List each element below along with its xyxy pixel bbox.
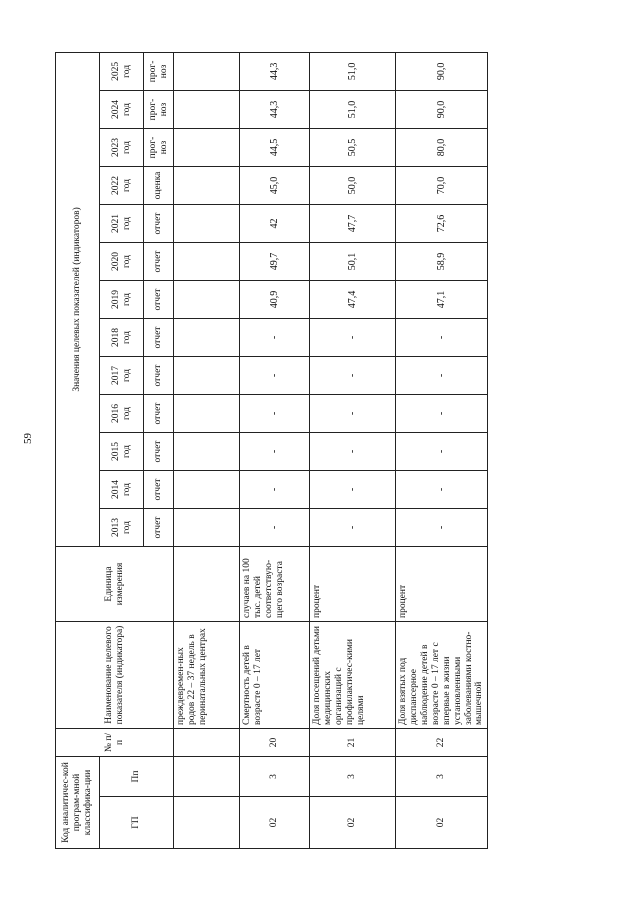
cell-value: [174, 91, 240, 129]
cell-value: 42: [240, 205, 310, 243]
cell-value: 49,7: [240, 243, 310, 281]
header-num: № п/п: [56, 729, 174, 757]
cell-value: -: [240, 509, 310, 547]
table-row: [174, 52, 240, 848]
cell-value: -: [396, 433, 488, 471]
cell-value: 72,6: [396, 205, 488, 243]
header-unit: Единица измерения: [56, 547, 174, 622]
cell-value: [174, 357, 240, 395]
cell-value: 47,4: [310, 281, 396, 319]
cell-gp: 02: [310, 797, 396, 849]
cell-value: 50,1: [310, 243, 396, 281]
header-type: отчет: [144, 205, 174, 243]
table-row: [396, 52, 488, 848]
header-year: 2025 год: [100, 52, 144, 90]
cell-value: -: [240, 471, 310, 509]
cell-value: [174, 205, 240, 243]
header-year: 2017 год: [100, 357, 144, 395]
cell-value: [174, 433, 240, 471]
cell-value: 90,0: [396, 91, 488, 129]
cell-value: 44,3: [240, 52, 310, 90]
cell-value: -: [310, 471, 396, 509]
cell-value: 51,0: [310, 52, 396, 90]
cell-num: 20: [240, 729, 310, 757]
header-year: 2022 год: [100, 167, 144, 205]
cell-num: 21: [310, 729, 396, 757]
cell-value: -: [310, 433, 396, 471]
header-type: прог-ноз: [144, 52, 174, 90]
header-type: отчет: [144, 319, 174, 357]
header-pp: Пп: [100, 757, 174, 797]
cell-gp: [174, 797, 240, 849]
header-type: прог-ноз: [144, 91, 174, 129]
cell-gp: 02: [396, 797, 488, 849]
cell-unit: процент: [396, 547, 488, 622]
cell-value: 47,1: [396, 281, 488, 319]
cell-value: -: [396, 319, 488, 357]
header-year: 2023 год: [100, 129, 144, 167]
table-row: [310, 52, 396, 848]
cell-pp: 3: [240, 757, 310, 797]
cell-value: 47,7: [310, 205, 396, 243]
header-type: прог-ноз: [144, 129, 174, 167]
header-type: отчет: [144, 281, 174, 319]
cell-pp: [174, 757, 240, 797]
cell-value: 45,0: [240, 167, 310, 205]
indicator-table-rotated: [55, 54, 485, 849]
cell-value: -: [240, 357, 310, 395]
cell-unit: процент: [310, 547, 396, 622]
header-year: 2013 год: [100, 509, 144, 547]
cell-value: 51,0: [310, 91, 396, 129]
cell-value: [174, 471, 240, 509]
cell-name: преждевремен-ных родов 22 – 37 недель в перинатальных центрах: [174, 622, 240, 729]
cell-value: 80,0: [396, 129, 488, 167]
header-type: оценка: [144, 167, 174, 205]
cell-value: [174, 319, 240, 357]
cell-value: -: [310, 395, 396, 433]
cell-unit: [174, 547, 240, 622]
cell-value: -: [240, 395, 310, 433]
indicator-table: [55, 52, 488, 849]
cell-value: [174, 509, 240, 547]
cell-value: -: [396, 395, 488, 433]
cell-value: 70,0: [396, 167, 488, 205]
cell-value: -: [396, 357, 488, 395]
cell-value: -: [396, 471, 488, 509]
page-number: 59: [22, 433, 34, 444]
header-year: 2019 год: [100, 281, 144, 319]
cell-value: 44,3: [240, 91, 310, 129]
cell-value: -: [310, 319, 396, 357]
cell-value: [174, 243, 240, 281]
cell-value: [174, 129, 240, 167]
cell-value: [174, 52, 240, 90]
header-type: отчет: [144, 471, 174, 509]
cell-name: Смертность детей в возрасте 0 – 17 лет: [240, 622, 310, 729]
cell-value: [174, 167, 240, 205]
header-gp: ГП: [100, 797, 174, 849]
header-name: Наименование целевого показателя (индикатора): [56, 622, 174, 729]
header-type: отчет: [144, 433, 174, 471]
cell-value: -: [396, 509, 488, 547]
cell-value: 90,0: [396, 52, 488, 90]
header-code-group: Код аналитичес-кой програм-мной классифика-ции: [56, 757, 100, 849]
cell-pp: 3: [310, 757, 396, 797]
cell-value: -: [310, 509, 396, 547]
header-year: 2018 год: [100, 319, 144, 357]
cell-name: Доля взятых под диспансерное наблюдение детей в возрасте 0 – 17 лет с впервые в жизни установленными заболеваниями костно-мышечной: [396, 622, 488, 729]
cell-value: [174, 395, 240, 433]
cell-num: 22: [396, 729, 488, 757]
cell-num: [174, 729, 240, 757]
cell-gp: 02: [240, 797, 310, 849]
header-year: 2021 год: [100, 205, 144, 243]
cell-value: -: [310, 357, 396, 395]
cell-value: 50,5: [310, 129, 396, 167]
header-values-group: Значения целевых показателей (индикаторов): [56, 52, 100, 546]
cell-value: 58,9: [396, 243, 488, 281]
cell-unit: случаев на 100 тыс. детей соответствую-щего возраста: [240, 547, 310, 622]
cell-pp: 3: [396, 757, 488, 797]
cell-value: 40,9: [240, 281, 310, 319]
header-year: 2015 год: [100, 433, 144, 471]
cell-value: -: [240, 319, 310, 357]
header-year: 2020 год: [100, 243, 144, 281]
cell-value: -: [240, 433, 310, 471]
cell-value: [174, 281, 240, 319]
header-year: 2024 год: [100, 91, 144, 129]
cell-name: Доля посещений детьми медицинских организаций с профилактичес-кими целями: [310, 622, 396, 729]
header-year: 2016 год: [100, 395, 144, 433]
table-row: [240, 52, 310, 848]
cell-value: 50,0: [310, 167, 396, 205]
header-type: отчет: [144, 357, 174, 395]
cell-value: 44,5: [240, 129, 310, 167]
header-type: отчет: [144, 243, 174, 281]
header-type: отчет: [144, 509, 174, 547]
header-year: 2014 год: [100, 471, 144, 509]
header-type: отчет: [144, 395, 174, 433]
